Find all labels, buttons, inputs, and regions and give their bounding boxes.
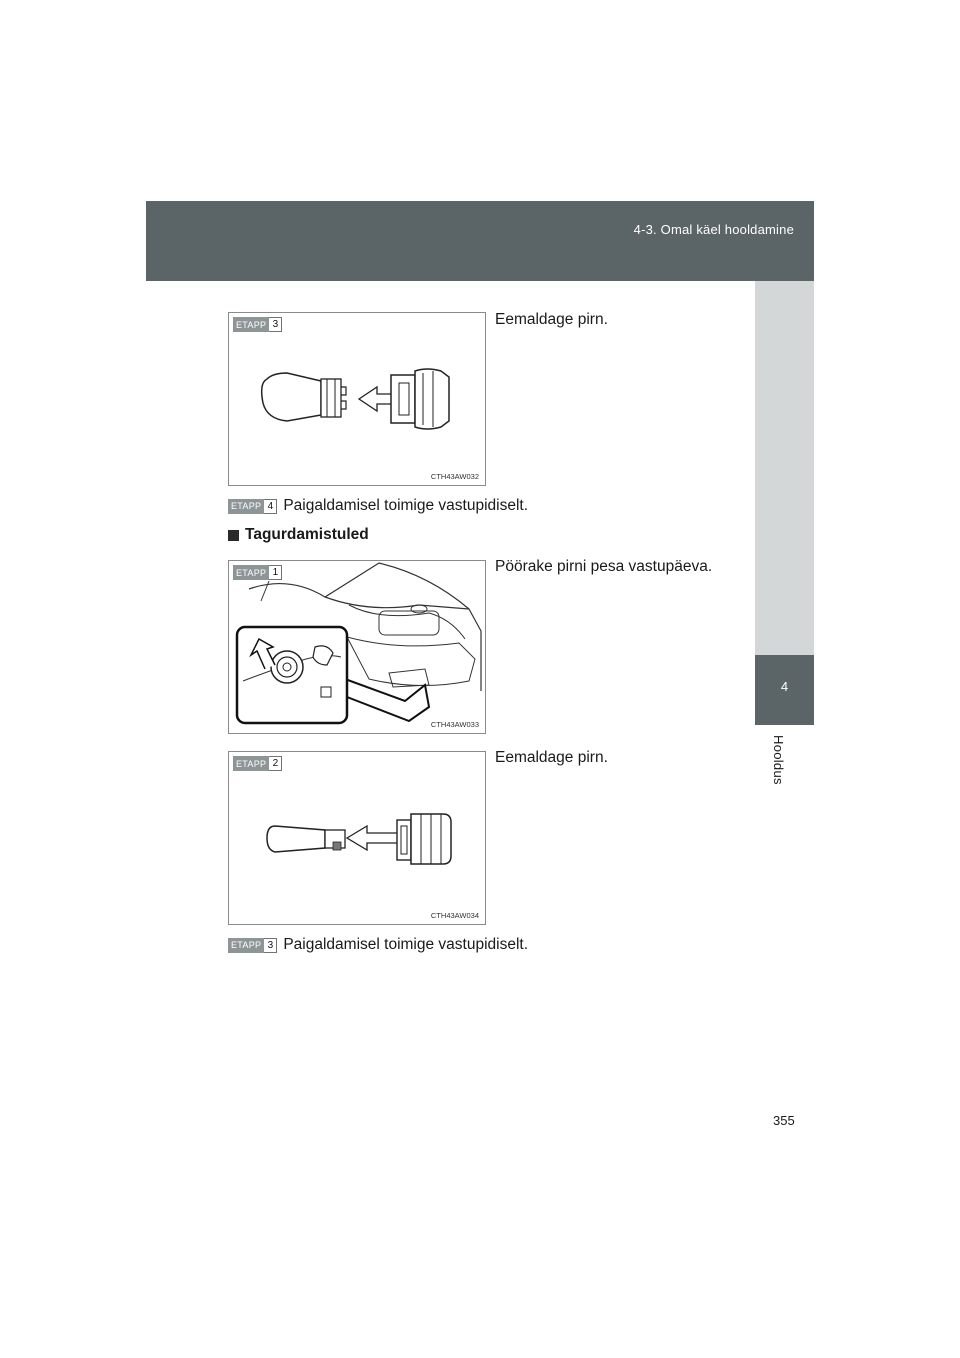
bullet-square-icon	[228, 530, 239, 541]
instruction-text: Paigaldamisel toimige vastupidiselt.	[283, 936, 529, 953]
step-badge	[233, 565, 282, 580]
step-badge-number: 2	[269, 756, 282, 771]
figure-code: CTH43AW032	[430, 472, 479, 481]
page-number: 355	[773, 1113, 795, 1128]
step-badge-label: ETAPP	[233, 756, 269, 771]
step-badge-number: 4	[264, 499, 277, 514]
car-rear-illustration	[229, 561, 485, 733]
figure-code: CTH43AW033	[430, 720, 479, 729]
figure-rotate-socket	[228, 560, 486, 734]
instruction-text: Paigaldamisel toimige vastupidiselt.	[283, 497, 529, 514]
step-badge-label: ETAPP	[228, 938, 264, 953]
figure-remove-bulb-2	[228, 751, 486, 925]
header-band	[146, 201, 814, 281]
step-badge-number: 3	[264, 938, 277, 953]
section-title: 4-3. Omal käel hooldamine	[633, 222, 794, 237]
caption-remove-bulb-1: Eemaldage pirn.	[495, 311, 608, 328]
step-badge	[233, 756, 282, 771]
step-badge	[228, 938, 277, 953]
instruction-step-install-1	[228, 497, 528, 515]
section-heading	[228, 526, 369, 544]
figure-code: CTH43AW034	[430, 911, 479, 920]
chapter-label: Hooldus	[771, 735, 786, 785]
step-badge-label: ETAPP	[228, 499, 264, 514]
side-margin-bar	[755, 281, 814, 655]
step-badge-number: 1	[269, 565, 282, 580]
chapter-number: 4	[780, 679, 789, 694]
bulb-removal-illustration	[229, 752, 485, 924]
caption-remove-bulb-2: Eemaldage pirn.	[495, 749, 608, 766]
step-badge	[228, 499, 277, 514]
step-badge-number: 3	[269, 317, 282, 332]
section-heading-text: Tagurdamistuled	[245, 526, 369, 543]
figure-remove-bulb-1	[228, 312, 486, 486]
step-badge	[233, 317, 282, 332]
step-badge-label: ETAPP	[233, 317, 269, 332]
instruction-step-install-2	[228, 936, 528, 954]
step-badge-label: ETAPP	[233, 565, 269, 580]
chapter-tab	[755, 655, 814, 725]
bulb-removal-illustration	[229, 313, 485, 485]
caption-rotate-socket: Pöörake pirni pesa vastupäeva.	[495, 558, 713, 575]
